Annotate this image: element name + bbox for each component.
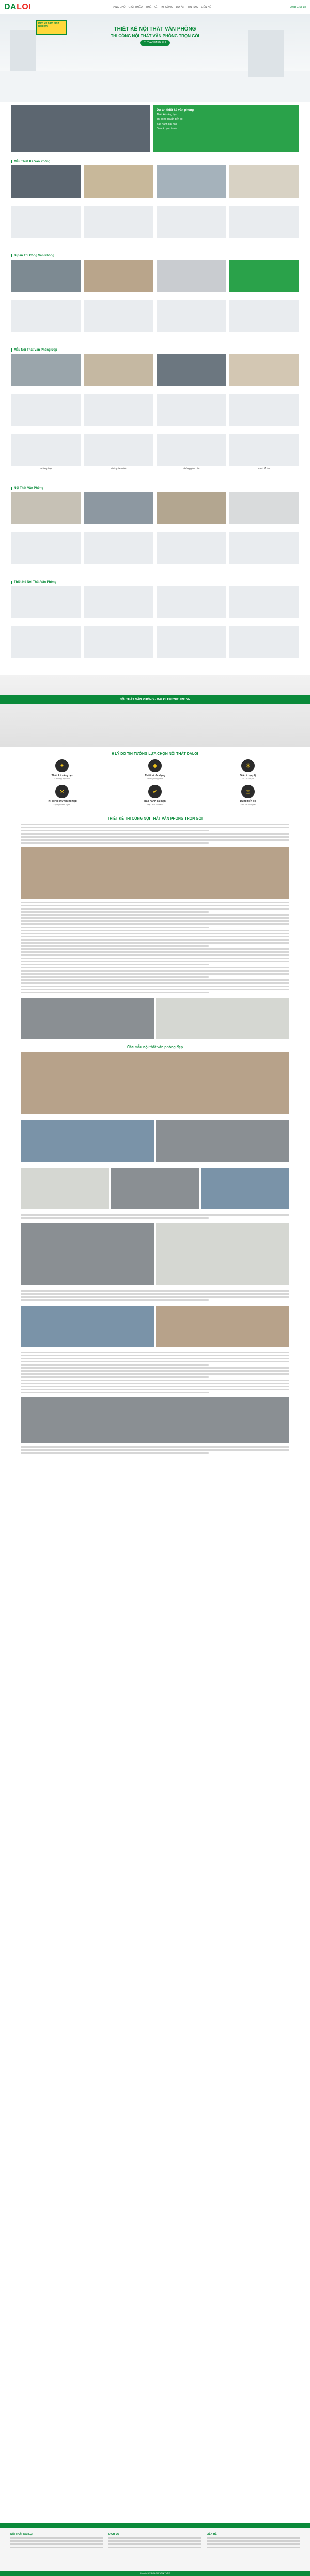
section-title: Nội Thất Văn Phòng <box>11 487 299 490</box>
gallery-image[interactable] <box>11 492 81 524</box>
tools-icon: ⚒ <box>55 785 69 798</box>
product-caption: Phòng giám đốc <box>182 467 200 470</box>
promo-point: Thi công chuẩn tiến độ <box>157 118 183 121</box>
building-image <box>10 30 36 71</box>
gallery-image[interactable] <box>84 394 154 426</box>
building-image <box>248 30 284 77</box>
why-title: 6 LÝ DO TIN TƯỞNG LỰA CHỌN NỘI THẤT DALOI <box>112 752 198 756</box>
gallery-image[interactable] <box>84 300 154 332</box>
site-footer: NỘI THẤT ĐẠI LỢI DỊCH VỤ LIÊN HỆ Copyright © DALOI FURNITURE <box>0 2523 310 2576</box>
gallery-image[interactable] <box>229 532 299 564</box>
brand-splash <box>0 675 310 747</box>
product-image[interactable] <box>157 434 226 466</box>
gallery-image[interactable] <box>157 586 226 618</box>
article-subheading: Các mẫu nội thất văn phòng đẹp <box>127 1045 183 1049</box>
gallery-image[interactable] <box>157 165 226 198</box>
promo-section <box>0 102 310 155</box>
brand-strip: NỘI THẤT VĂN PHÒNG - DALOI FURNITURE.VN <box>0 695 310 704</box>
gallery-image[interactable] <box>229 492 299 524</box>
article-image <box>156 1223 289 1285</box>
experience-badge: Hơn 10 năm kinh nghiệm <box>36 20 67 35</box>
gallery-image[interactable] <box>157 532 226 564</box>
section-title: Thiết Kế Nội Thất Văn Phòng <box>11 581 299 584</box>
site-logo[interactable]: DALOI <box>4 3 32 11</box>
gallery-image[interactable] <box>229 206 299 238</box>
article-image <box>21 1306 154 1347</box>
gallery-image[interactable] <box>84 165 154 198</box>
article-image <box>156 1120 289 1162</box>
clock-icon: ◷ <box>241 785 255 798</box>
article-image <box>21 1052 289 1114</box>
gallery-image[interactable] <box>11 394 81 426</box>
article-image <box>21 1120 154 1162</box>
product-caption: Phòng họp <box>40 467 52 470</box>
product-caption: Sảnh lễ tân <box>258 467 270 470</box>
gallery-image[interactable] <box>11 532 81 564</box>
article-image <box>156 1306 289 1347</box>
gallery-image[interactable] <box>229 354 299 386</box>
article-image <box>21 998 154 1039</box>
gallery-section-3 <box>0 343 310 481</box>
gallery-image[interactable] <box>84 260 154 292</box>
gallery-image[interactable] <box>84 492 154 524</box>
promo-box: Dự án thiết kế văn phòng Thiết kế sáng tạo Thi công chuẩn tiến độ Bảo hành dài hạn Giá cả cạnh tranh <box>153 105 299 152</box>
article-image <box>21 1223 154 1285</box>
gallery-section-2 <box>0 249 310 343</box>
cta-button[interactable]: TƯ VẤN MIỄN PHÍ <box>140 40 171 46</box>
section-title: Mẫu Nội Thất Văn Phòng Đẹp <box>11 348 299 352</box>
gallery-image[interactable] <box>11 626 81 658</box>
hero-title: THIẾT KẾ NỘI THẤT VĂN PHÒNG <box>114 26 196 32</box>
bulb-icon: ✦ <box>55 759 69 772</box>
product-image[interactable] <box>84 434 154 466</box>
gallery-image[interactable] <box>229 626 299 658</box>
nav-item[interactable]: THI CÔNG <box>160 6 173 9</box>
gallery-image[interactable] <box>157 206 226 238</box>
nav-item[interactable]: LIÊN HỆ <box>201 6 211 9</box>
nav-item[interactable]: TIN TỨC <box>188 6 198 9</box>
main-nav <box>31 6 290 9</box>
gallery-image[interactable] <box>229 165 299 198</box>
gallery-section-4 <box>0 481 310 575</box>
nav-item[interactable]: GIỚI THIỆU <box>128 6 143 9</box>
gallery-section-5 <box>0 575 310 670</box>
gallery-image[interactable] <box>229 586 299 618</box>
hero-banner <box>0 14 310 102</box>
article-image <box>21 1168 109 1209</box>
gallery-image[interactable] <box>229 300 299 332</box>
hero-subtitle: THI CÔNG NỘI THẤT VĂN PHÒNG TRỌN GÓI <box>111 34 199 38</box>
gallery-section-1 <box>0 155 310 249</box>
article-heading: THIẾT KẾ THI CÔNG NỘI THẤT VĂN PHÒNG TRỌN GÓI <box>107 817 203 821</box>
article-image <box>156 998 289 1039</box>
nav-item[interactable]: DỰ ÁN <box>176 6 185 9</box>
product-image[interactable] <box>229 434 299 466</box>
hotline[interactable]: 0978 0168 18 <box>290 6 306 9</box>
article-image <box>21 847 289 899</box>
gallery-image[interactable] <box>229 260 299 292</box>
gallery-image[interactable] <box>11 165 81 198</box>
design-icon: ◆ <box>148 759 162 772</box>
gallery-image[interactable] <box>11 354 81 386</box>
gallery-image[interactable] <box>11 206 81 238</box>
gallery-image[interactable] <box>84 586 154 618</box>
why-choose-us: 6 LÝ DO TIN TƯỞNG LỰA CHỌN NỘI THẤT DALOI ✦ Thiết kế sáng tạo Ý tưởng độc đáo ◆ Thiết kế đa dạng Nhiều phong cách $ Giá cả hợp lý Tối ưu chi phí ⚒ Thi công chuyên nghiệp Đội ngũ lành nghề ✔ Bảo hành dài hạn Hậu mãi tận tâm ◷ Đúng tiến độ Cam kết bàn giao <box>0 747 310 811</box>
product-caption: Phòng làm việc <box>111 467 127 470</box>
gallery-image[interactable] <box>84 206 154 238</box>
article-image <box>201 1168 289 1209</box>
gallery-image[interactable] <box>157 492 226 524</box>
nav-item[interactable]: TRANG CHỦ <box>110 6 126 9</box>
article-body <box>0 811 310 1459</box>
gallery-image[interactable] <box>157 394 226 426</box>
site-header <box>0 0 310 14</box>
gallery-image[interactable] <box>157 260 226 292</box>
article-image <box>111 1168 199 1209</box>
hero-text <box>88 25 222 46</box>
gallery-image[interactable] <box>11 260 81 292</box>
promo-image[interactable] <box>11 105 150 152</box>
gallery-image[interactable] <box>84 354 154 386</box>
gallery-image[interactable] <box>84 626 154 658</box>
gallery-image[interactable] <box>157 354 226 386</box>
gallery-image[interactable] <box>84 532 154 564</box>
promo-point: Bảo hành dài hạn <box>157 123 177 126</box>
gallery-image[interactable] <box>11 300 81 332</box>
shield-icon: ✔ <box>148 785 162 798</box>
section-title: Dự án Thi Công Văn Phòng <box>11 254 299 257</box>
gallery-image[interactable] <box>157 300 226 332</box>
copyright: Copyright © DALOI FURNITURE <box>0 2571 310 2576</box>
gallery-image[interactable] <box>157 626 226 658</box>
article-image <box>21 1397 289 1443</box>
section-title: Mẫu Thiết Kế Văn Phòng <box>11 160 299 163</box>
product-image[interactable] <box>11 434 81 466</box>
promo-point: Giá cả cạnh tranh <box>157 127 177 130</box>
promo-point: Thiết kế sáng tạo <box>157 113 177 116</box>
gallery-image[interactable] <box>229 394 299 426</box>
gallery-image[interactable] <box>11 586 81 618</box>
nav-item[interactable]: THIẾT KẾ <box>145 6 158 9</box>
price-icon: $ <box>241 759 255 772</box>
